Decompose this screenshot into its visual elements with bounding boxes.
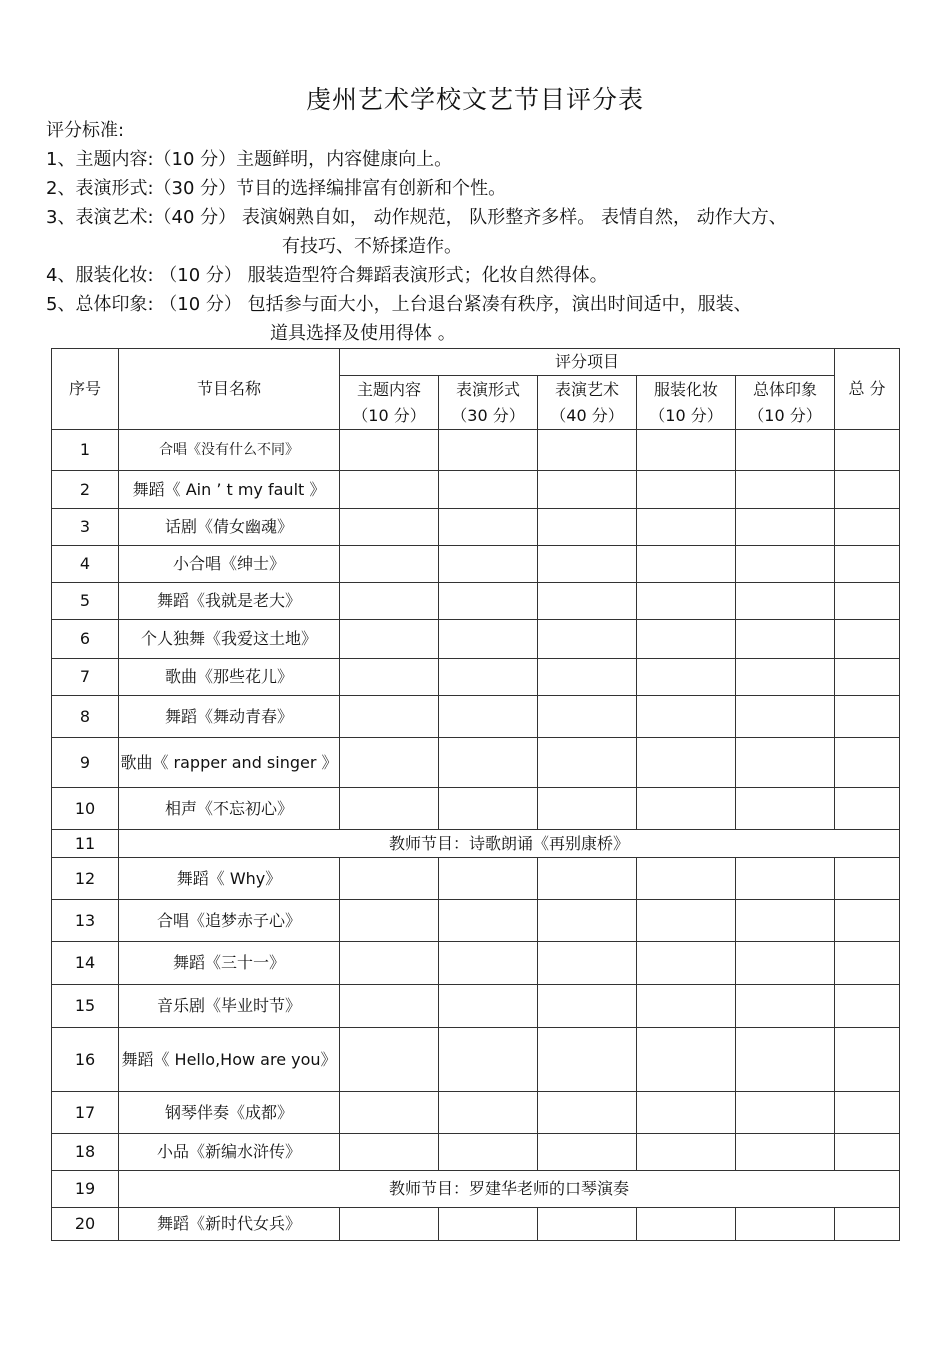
score-cell[interactable]: [538, 738, 637, 788]
program-name: 歌曲《 rapper and singer 》: [119, 738, 340, 788]
score-cell[interactable]: [439, 1134, 538, 1171]
criteria-line-4: 4、服装化妆: （10 分） 服装造型符合舞蹈表演形式；化妆自然得体。: [46, 265, 608, 286]
score-cell[interactable]: [340, 942, 439, 985]
score-cell[interactable]: [538, 1134, 637, 1171]
total-cell[interactable]: [835, 738, 900, 788]
table-row: [52, 696, 900, 738]
header-item-3: [538, 376, 637, 430]
score-cell[interactable]: [736, 788, 835, 830]
criteria-line-3-cont: 有技巧、不矫揉造作。: [282, 236, 462, 257]
score-cell[interactable]: [637, 1092, 736, 1134]
program-name: 舞蹈《舞动青春》: [119, 696, 340, 738]
teacher-program: 教师节目：罗建华老师的口琴演奏: [119, 1171, 900, 1208]
score-cell[interactable]: [439, 583, 538, 620]
score-cell[interactable]: [637, 788, 736, 830]
total-cell[interactable]: [835, 900, 900, 942]
total-cell[interactable]: [835, 1208, 900, 1241]
table-row: [52, 1171, 900, 1208]
score-cell[interactable]: [439, 1028, 538, 1092]
program-name: 歌曲《那些花儿》: [119, 659, 340, 696]
header-item-points: （10 分）: [748, 405, 822, 425]
table-row: [52, 1028, 900, 1092]
total-cell[interactable]: [835, 788, 900, 830]
table-row: [52, 583, 900, 620]
program-name: 舞蹈《 Why》: [119, 858, 340, 900]
row-index: 1: [52, 430, 119, 471]
header-item-4: [637, 376, 736, 430]
score-cell[interactable]: [340, 1092, 439, 1134]
program-name: 小合唱《绅士》: [119, 546, 340, 583]
score-cell[interactable]: [439, 1208, 538, 1241]
score-cell[interactable]: [538, 696, 637, 738]
score-cell[interactable]: [340, 985, 439, 1028]
total-cell[interactable]: [835, 583, 900, 620]
score-cell[interactable]: [637, 985, 736, 1028]
score-cell[interactable]: [340, 858, 439, 900]
score-cell[interactable]: [439, 659, 538, 696]
row-index: 5: [52, 583, 119, 620]
score-cell[interactable]: [736, 509, 835, 546]
teacher-program: 教师节目：诗歌朗诵《再别康桥》: [119, 830, 900, 858]
row-index: 17: [52, 1092, 119, 1134]
criteria-line-2: 2、表演形式:（30 分）节目的选择编排富有创新和个性。: [46, 178, 507, 199]
table-row: [52, 830, 900, 858]
score-cell[interactable]: [538, 788, 637, 830]
score-cell[interactable]: [637, 1028, 736, 1092]
score-cell[interactable]: [637, 942, 736, 985]
score-cell[interactable]: [637, 738, 736, 788]
score-cell[interactable]: [340, 509, 439, 546]
score-cell[interactable]: [439, 620, 538, 659]
score-cell[interactable]: [538, 620, 637, 659]
row-index: 20: [52, 1208, 119, 1241]
score-cell[interactable]: [736, 942, 835, 985]
header-item-name: 主题内容: [356, 379, 421, 399]
row-index: 9: [52, 738, 119, 788]
table-row: [52, 471, 900, 509]
table-row: [52, 788, 900, 830]
score-cell[interactable]: [340, 546, 439, 583]
row-index: 13: [52, 900, 119, 942]
row-index: 2: [52, 471, 119, 509]
table-row: [52, 620, 900, 659]
program-name: 个人独舞《我爱这土地》: [119, 620, 340, 659]
total-cell[interactable]: [835, 942, 900, 985]
score-cell[interactable]: [439, 509, 538, 546]
program-name: 舞蹈《新时代女兵》: [119, 1208, 340, 1241]
score-cell[interactable]: [637, 696, 736, 738]
header-total: 总 分: [835, 349, 900, 430]
score-cell[interactable]: [637, 583, 736, 620]
score-cell[interactable]: [637, 430, 736, 471]
header-item-2: [439, 376, 538, 430]
table-row: [52, 900, 900, 942]
score-cell[interactable]: [439, 546, 538, 583]
score-cell[interactable]: [439, 430, 538, 471]
score-cell[interactable]: [340, 1208, 439, 1241]
criteria-heading: 评分标准:: [46, 120, 125, 141]
program-name: 合唱《追梦赤子心》: [119, 900, 340, 942]
criteria-line-5: 5、总体印象: （10 分） 包括参与面大小，上台退台紧凑有秩序，演出时间适中，服装、: [46, 294, 752, 315]
score-cell[interactable]: [340, 900, 439, 942]
score-cell[interactable]: [637, 620, 736, 659]
score-cell[interactable]: [736, 1134, 835, 1171]
program-name: 舞蹈《 Hello,How are you》: [119, 1028, 340, 1092]
score-cell[interactable]: [340, 696, 439, 738]
total-cell[interactable]: [835, 546, 900, 583]
score-cell[interactable]: [736, 696, 835, 738]
score-cell[interactable]: [637, 1208, 736, 1241]
score-cell[interactable]: [538, 659, 637, 696]
row-index: 6: [52, 620, 119, 659]
row-index: 4: [52, 546, 119, 583]
table-row: [52, 1208, 900, 1241]
score-cell[interactable]: [637, 900, 736, 942]
score-cell[interactable]: [340, 1028, 439, 1092]
row-index: 19: [52, 1171, 119, 1208]
row-index: 14: [52, 942, 119, 985]
total-cell[interactable]: [835, 659, 900, 696]
score-cell[interactable]: [439, 471, 538, 509]
header-item-name: 表演艺术: [554, 379, 619, 399]
score-cell[interactable]: [439, 788, 538, 830]
score-cell[interactable]: [538, 942, 637, 985]
score-cell[interactable]: [439, 985, 538, 1028]
score-cell[interactable]: [736, 985, 835, 1028]
score-cell[interactable]: [637, 659, 736, 696]
score-cell[interactable]: [538, 430, 637, 471]
header-item-points: （30 分）: [451, 405, 525, 425]
score-cell[interactable]: [736, 659, 835, 696]
score-cell[interactable]: [736, 738, 835, 788]
total-cell[interactable]: [835, 430, 900, 471]
total-cell[interactable]: [835, 696, 900, 738]
row-index: 12: [52, 858, 119, 900]
score-cell[interactable]: [736, 1028, 835, 1092]
score-cell[interactable]: [538, 985, 637, 1028]
row-index: 8: [52, 696, 119, 738]
score-cell[interactable]: [340, 583, 439, 620]
criteria-line-5-cont: 道具选择及使用得体 。: [270, 323, 456, 344]
score-cell[interactable]: [439, 900, 538, 942]
table-row: [52, 738, 900, 788]
header-index: 序号: [52, 349, 119, 430]
program-name: 音乐剧《毕业时节》: [119, 985, 340, 1028]
program-name: 舞蹈《我就是老大》: [119, 583, 340, 620]
score-cell[interactable]: [538, 583, 637, 620]
header-item-5: [736, 376, 835, 430]
criteria-line-1: 1、主题内容:（10 分）主题鲜明，内容健康向上。: [46, 149, 453, 170]
row-index: 16: [52, 1028, 119, 1092]
score-cell[interactable]: [736, 858, 835, 900]
score-cell[interactable]: [340, 471, 439, 509]
header-item-points: （10 分）: [352, 405, 426, 425]
score-cell[interactable]: [439, 1092, 538, 1134]
criteria-line-3: 3、表演艺术:（40 分） 表演娴熟自如， 动作规范， 队形整齐多样。 表情自然， 动作大方、: [46, 207, 787, 228]
score-cell[interactable]: [538, 1092, 637, 1134]
score-cell[interactable]: [340, 620, 439, 659]
score-cell[interactable]: [439, 858, 538, 900]
row-index: 11: [52, 830, 119, 858]
score-cell[interactable]: [538, 1208, 637, 1241]
header-score-items: 评分项目: [340, 349, 835, 376]
score-cell[interactable]: [538, 509, 637, 546]
score-cell[interactable]: [340, 738, 439, 788]
program-name: 话剧《倩女幽魂》: [119, 509, 340, 546]
score-cell[interactable]: [736, 620, 835, 659]
page-title: 虔州艺术学校文艺节目评分表: [305, 85, 644, 114]
score-cell[interactable]: [439, 696, 538, 738]
header-program-name: 节目名称: [119, 349, 340, 430]
total-cell[interactable]: [835, 620, 900, 659]
program-name: 舞蹈《 Ain ’ t my fault 》: [119, 471, 340, 509]
row-index: 3: [52, 509, 119, 546]
header-item-points: （10 分）: [649, 405, 723, 425]
score-cell[interactable]: [637, 1134, 736, 1171]
score-cell[interactable]: [736, 471, 835, 509]
row-index: 18: [52, 1134, 119, 1171]
total-cell[interactable]: [835, 858, 900, 900]
table-row: [52, 942, 900, 985]
program-name: 合唱《没有什么不同》: [119, 430, 340, 471]
score-table: [51, 348, 900, 1241]
table-row: [52, 546, 900, 583]
score-cell[interactable]: [538, 900, 637, 942]
header-item-points: （40 分）: [550, 405, 624, 425]
total-cell[interactable]: [835, 985, 900, 1028]
score-cell[interactable]: [340, 1134, 439, 1171]
score-cell[interactable]: [736, 1092, 835, 1134]
total-cell[interactable]: [835, 509, 900, 546]
program-name: 小品《新编水浒传》: [119, 1134, 340, 1171]
header-item-name: 服装化妆: [653, 379, 718, 399]
total-cell[interactable]: [835, 1134, 900, 1171]
table-row: [52, 430, 900, 471]
table-row: [52, 858, 900, 900]
total-cell[interactable]: [835, 471, 900, 509]
table-row: [52, 509, 900, 546]
row-index: 10: [52, 788, 119, 830]
score-cell[interactable]: [439, 942, 538, 985]
score-cell[interactable]: [538, 1028, 637, 1092]
score-cell[interactable]: [736, 546, 835, 583]
score-cell[interactable]: [637, 471, 736, 509]
score-cell[interactable]: [538, 858, 637, 900]
score-cell[interactable]: [538, 546, 637, 583]
table-row: [52, 1092, 900, 1134]
header-item-name: 总体印象: [753, 379, 818, 399]
row-index: 15: [52, 985, 119, 1028]
score-cell[interactable]: [439, 738, 538, 788]
score-cell[interactable]: [736, 1208, 835, 1241]
score-cell[interactable]: [538, 471, 637, 509]
table-row: [52, 1134, 900, 1171]
score-cell[interactable]: [736, 900, 835, 942]
program-name: 相声《不忘初心》: [119, 788, 340, 830]
score-cell[interactable]: [637, 509, 736, 546]
score-cell[interactable]: [340, 430, 439, 471]
total-cell[interactable]: [835, 1092, 900, 1134]
table-row: [52, 985, 900, 1028]
table-row: [52, 659, 900, 696]
score-cell[interactable]: [340, 659, 439, 696]
header-item-1: [340, 376, 439, 430]
row-index: 7: [52, 659, 119, 696]
program-name: 舞蹈《三十一》: [119, 942, 340, 985]
total-cell[interactable]: [835, 1028, 900, 1092]
header-item-name: 表演形式: [455, 379, 520, 399]
score-cell[interactable]: [637, 546, 736, 583]
score-cell[interactable]: [736, 430, 835, 471]
score-cell[interactable]: [736, 583, 835, 620]
program-name: 钢琴伴奏《成都》: [119, 1092, 340, 1134]
score-cell[interactable]: [340, 788, 439, 830]
score-cell[interactable]: [637, 858, 736, 900]
